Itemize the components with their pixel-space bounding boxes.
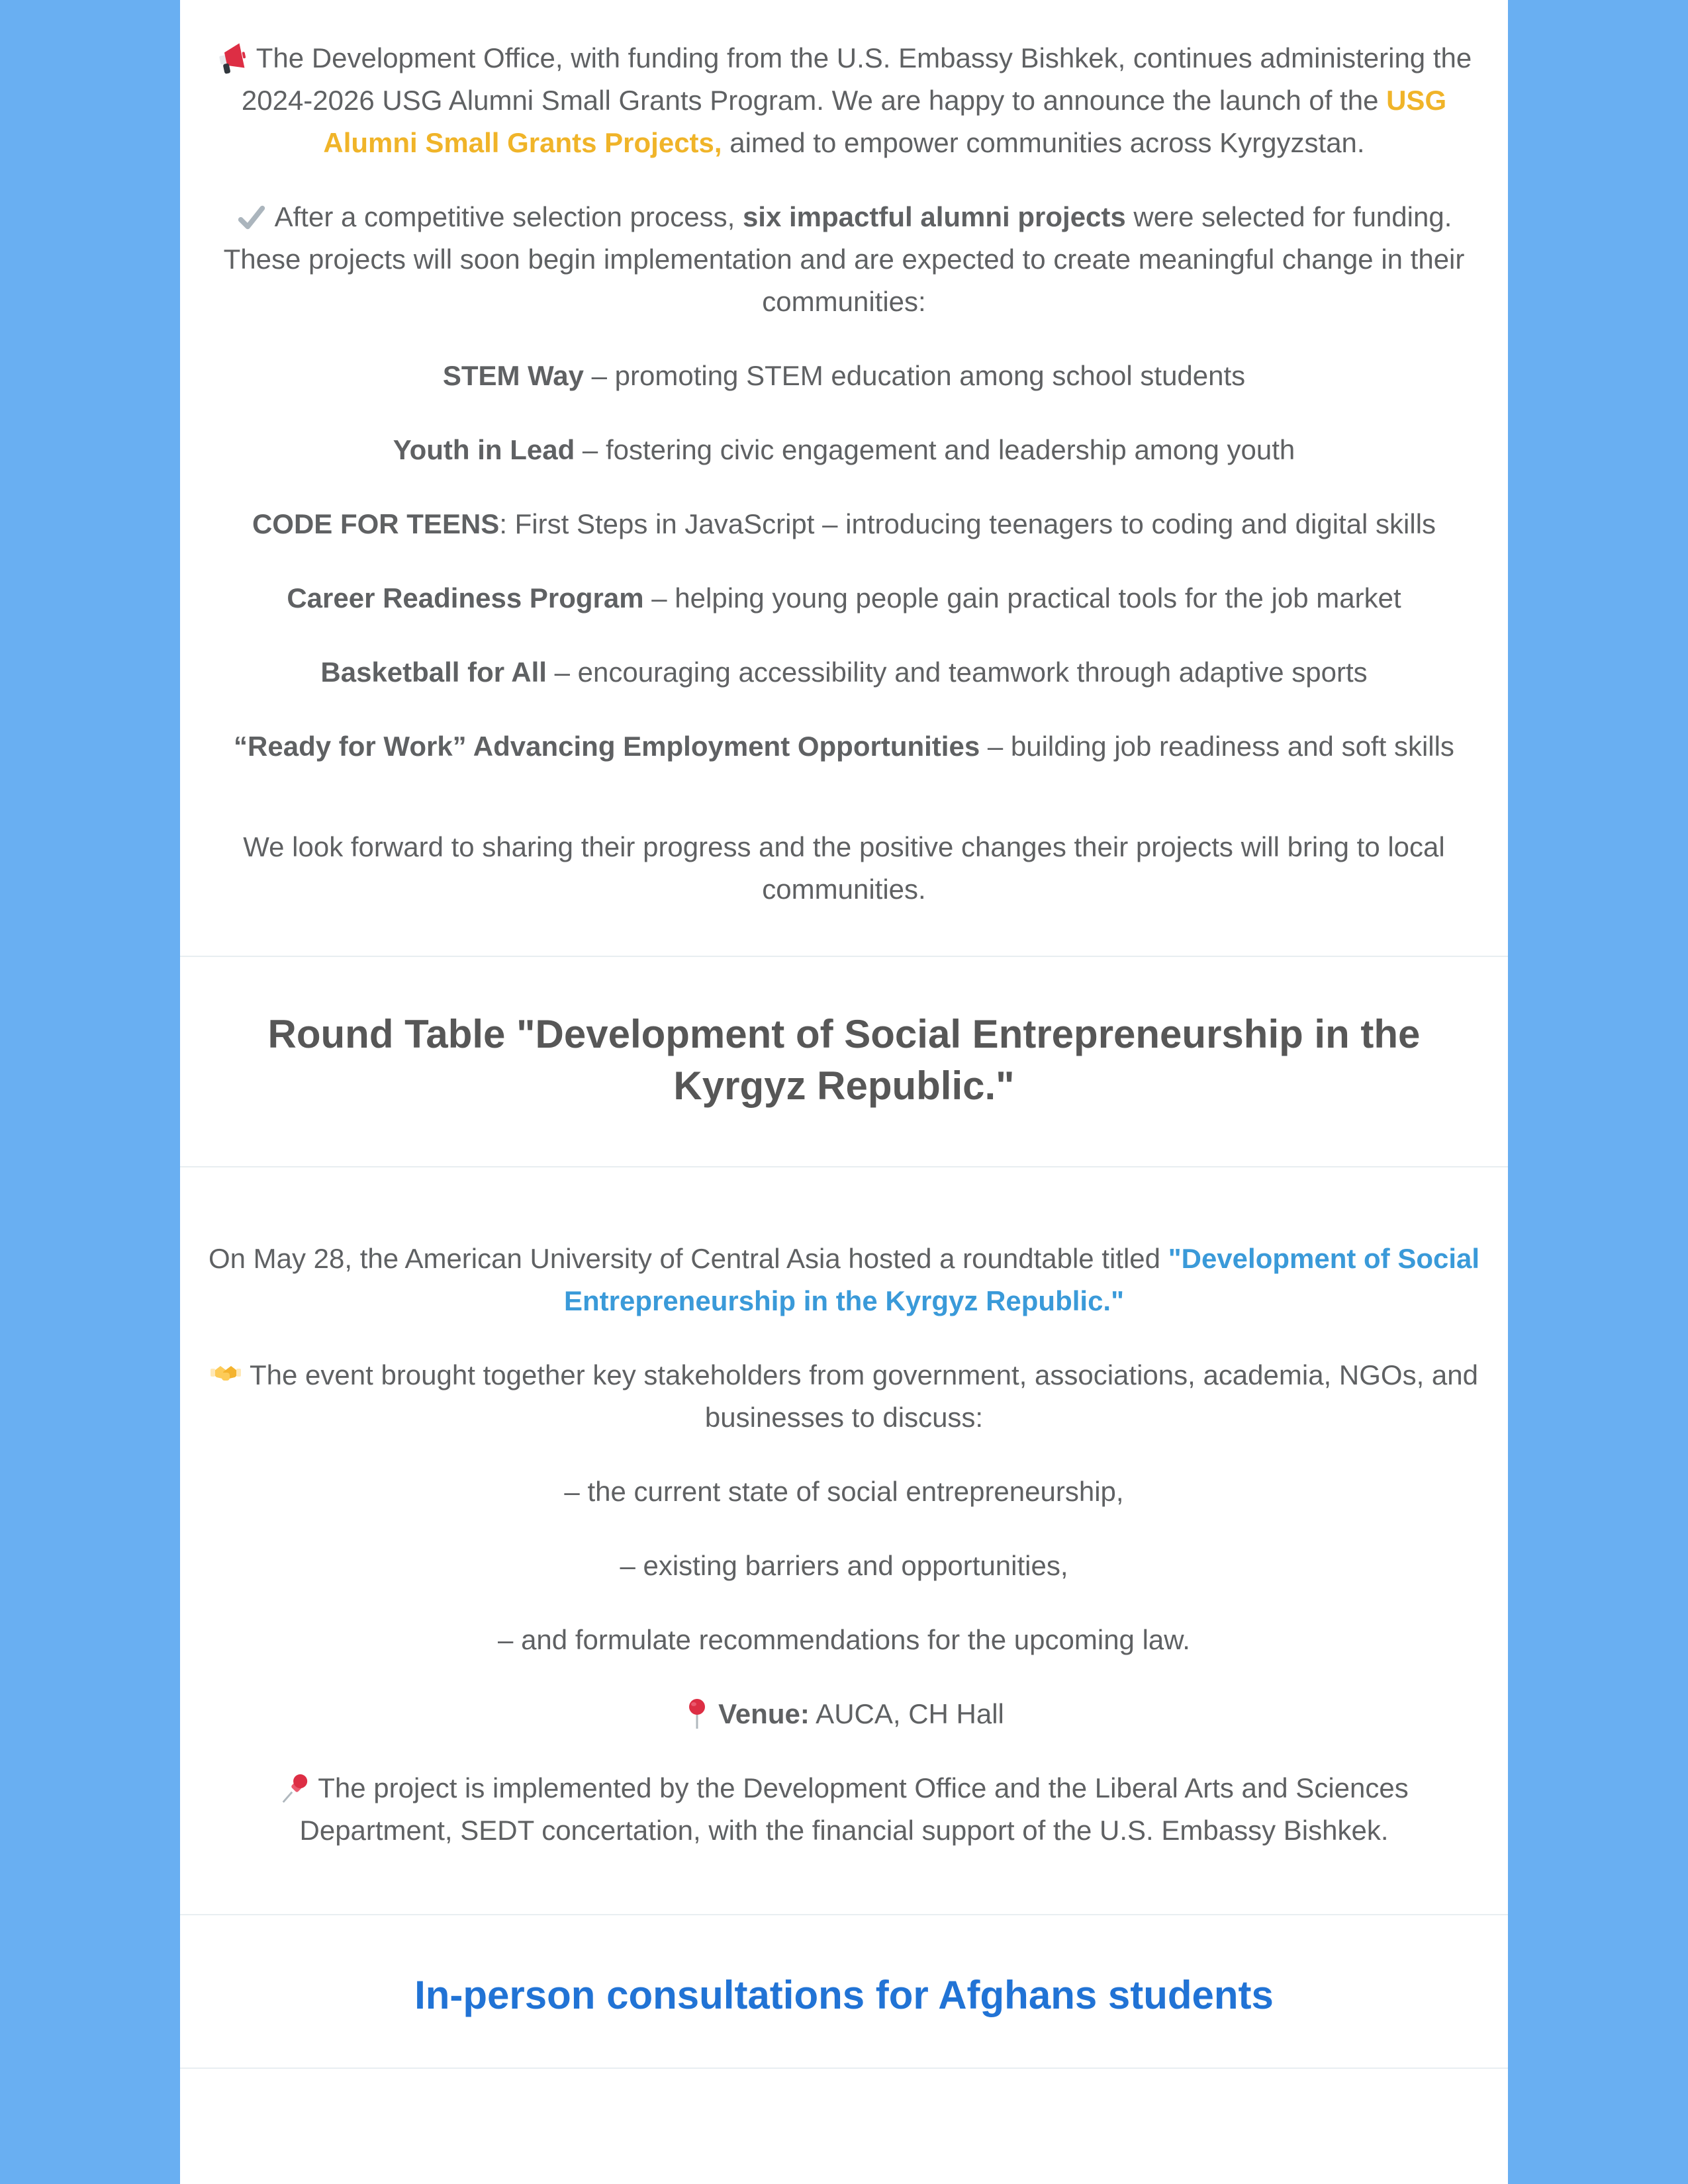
round-pushpin-icon <box>684 1698 710 1730</box>
section-alumni-grants <box>180 0 1508 956</box>
megaphone-icon <box>216 42 248 74</box>
project-name: Youth in Lead <box>393 434 575 465</box>
venue-value: AUCA, CH Hall <box>809 1698 1004 1729</box>
project-name: Basketball for All <box>320 657 547 688</box>
text-run: On May 28, the American University of Central Asia hosted a roundtable titled <box>208 1243 1168 1274</box>
project-desc: – promoting STEM education among school students <box>583 360 1246 391</box>
paragraph-event <box>207 1354 1481 1439</box>
text-run: After a competitive selection process, <box>274 201 743 232</box>
discussion-point: – the current state of social entrepreneurship, <box>564 1476 1124 1507</box>
project-name: CODE FOR TEENS <box>252 508 500 539</box>
link-roundtable-title[interactable]: "Development of Social Entrepreneurship in the Kyrgyz Republic." <box>563 1243 1480 1316</box>
project-name: “Ready for Work” Advancing Employment Opportunities <box>234 731 980 762</box>
project-item <box>207 577 1481 619</box>
discussion-point: – existing barriers and opportunities, <box>620 1550 1068 1581</box>
project-item <box>207 355 1481 397</box>
pushpin-icon <box>279 1772 310 1804</box>
paragraph-announcement <box>207 37 1481 164</box>
text-run: aimed to empower communities across Kyrgyzstan. <box>722 127 1365 158</box>
venue-label: Venue: <box>718 1698 810 1729</box>
text-run: The Development Office, with funding from the U.S. Embassy Bishkek, continues administering the 2024-2026 USG Alumni Small Grants Program. We are happy to announce the launch of the <box>241 42 1472 116</box>
project-name: STEM Way <box>442 360 584 391</box>
roundtable-heading: Round Table "Development of Social Entrepreneurship in the Kyrgyz Republic." <box>267 1012 1421 1108</box>
section-divider <box>180 2068 1508 2069</box>
text-run-bold: six impactful alumni projects <box>742 201 1126 232</box>
paragraph-venue <box>207 1693 1481 1735</box>
project-item <box>207 651 1481 694</box>
text-run: were selected for funding. These projects will soon begin implementation and are expected to create meaningful change in their communities: <box>223 201 1465 317</box>
section-roundtable-heading <box>180 957 1508 1166</box>
section-consultations <box>180 1915 1508 2068</box>
paragraph-selection <box>207 196 1481 323</box>
project-desc: – helping young people gain practical tools for the job market <box>643 582 1401 614</box>
handshake-icon <box>210 1359 242 1391</box>
paragraph-closing: We look forward to sharing their progress and the positive changes their projects will bring to local communities. <box>243 831 1445 905</box>
paragraph-implementation <box>207 1767 1481 1852</box>
project-desc: – fostering civic engagement and leadership among youth <box>575 434 1295 465</box>
discussion-point: – and formulate recommendations for the upcoming law. <box>498 1624 1190 1655</box>
text-run: The event brought together key stakeholders from government, associations, academia, NGOs, and businesses to discuss: <box>250 1359 1478 1433</box>
text-run: The project is implemented by the Development Office and the Liberal Arts and Sciences Department, SEDT concertation, with the financial support of the U.S. Embassy Bishkek. <box>299 1772 1409 1846</box>
section-roundtable-body <box>180 1167 1508 1914</box>
link-usg-projects[interactable]: USG Alumni Small Grants Projects, <box>323 85 1447 158</box>
consultations-heading[interactable]: In-person consultations for Afghans students <box>414 1973 1274 2017</box>
project-name: Career Readiness Program <box>287 582 644 614</box>
project-item <box>207 725 1481 768</box>
project-desc: – encouraging accessibility and teamwork through adaptive sports <box>546 657 1368 688</box>
project-item <box>207 429 1481 471</box>
project-desc: – building job readiness and soft skills <box>980 731 1454 762</box>
checkmark-icon <box>236 203 267 233</box>
project-item <box>207 503 1481 545</box>
project-desc: : First Steps in JavaScript – introducing teenagers to coding and digital skills <box>499 508 1436 539</box>
paragraph-roundtable-intro <box>207 1238 1481 1322</box>
email-content <box>180 0 1508 2184</box>
